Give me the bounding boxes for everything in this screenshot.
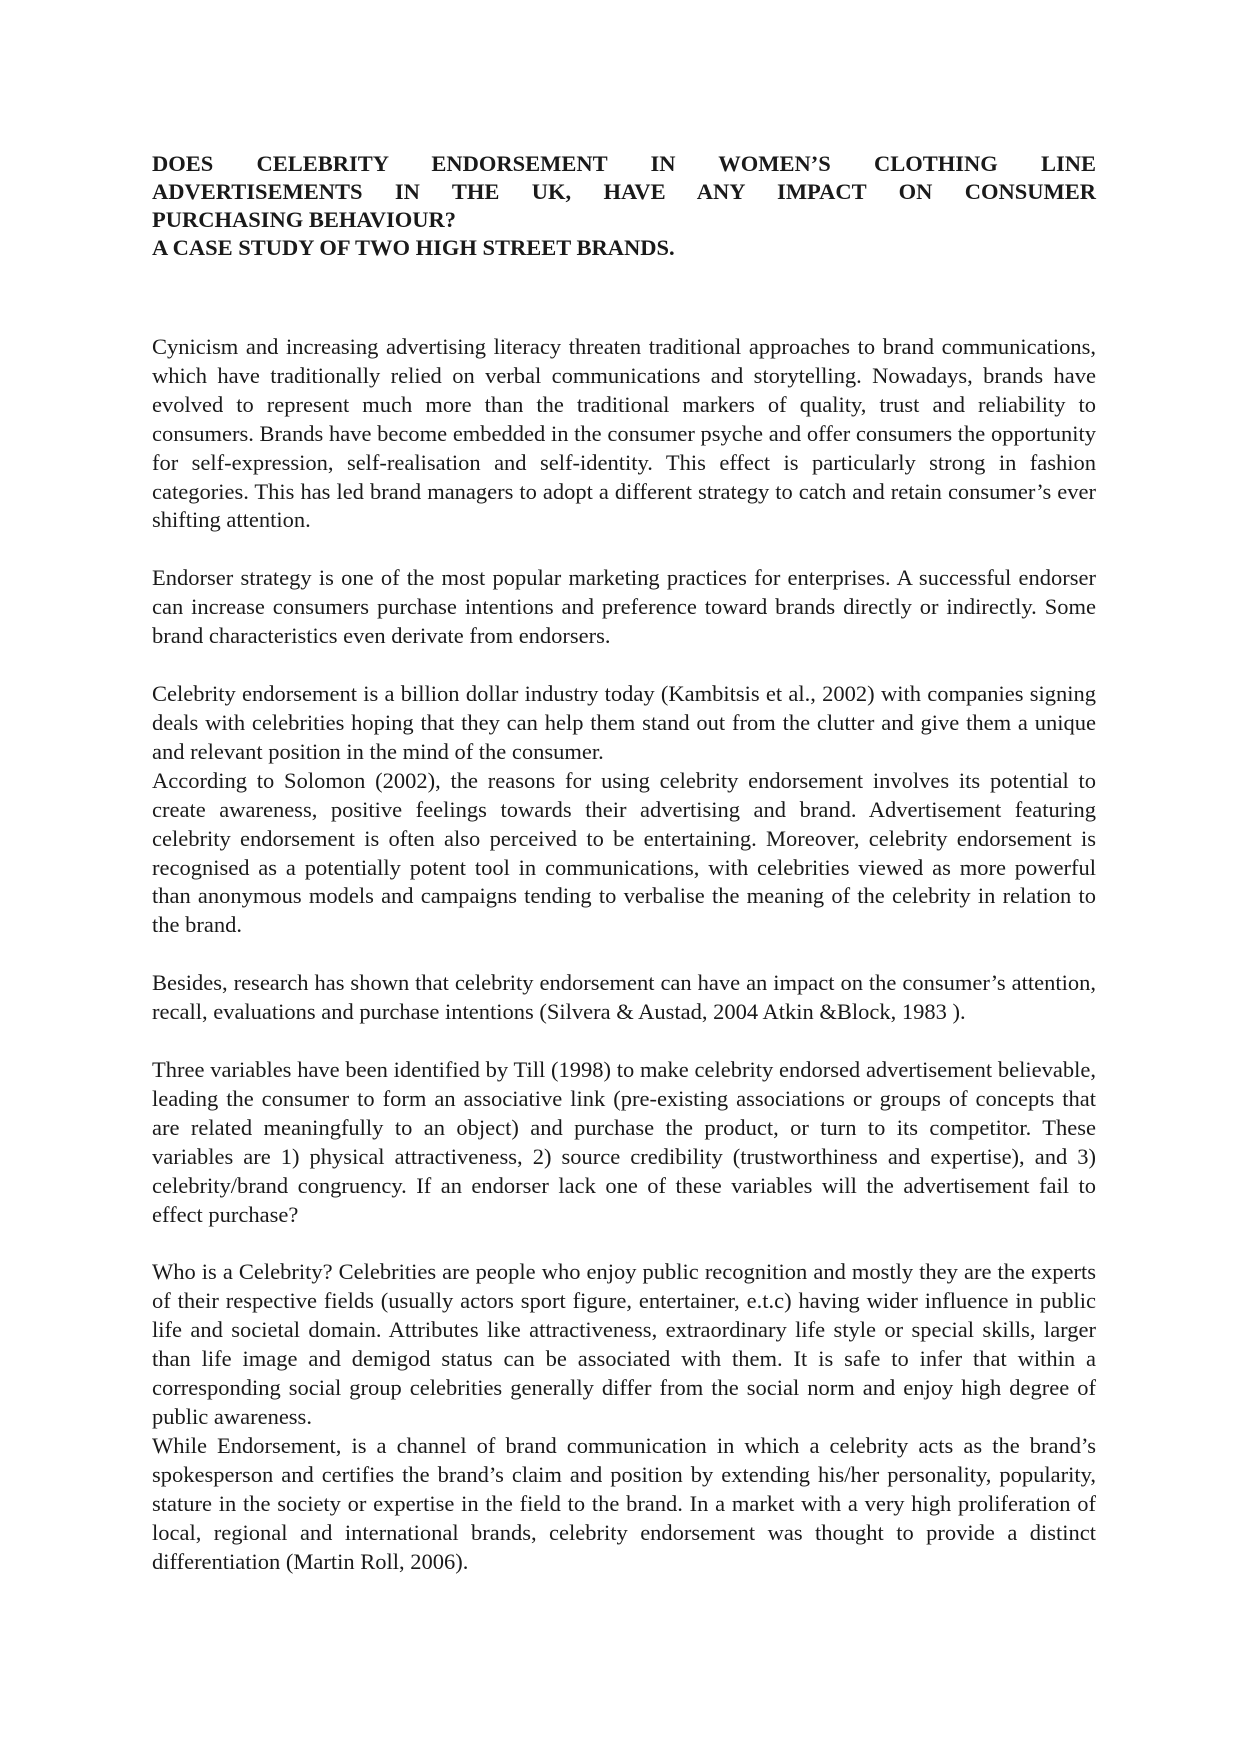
title-line-1: DOES CELEBRITY ENDORSEMENT IN WOMEN’S CLOTHING LINE bbox=[152, 151, 1096, 176]
paragraph-brand-communications: Cynicism and increasing advertising literacy threaten traditional approaches to brand communications, which have traditionally relied on verbal communications and storytelling. Nowadays, brands have evolved to represent much more than the traditional markers of quality, trust and reliability to consumers. Brands have become embedded in the consumer psyche and offer consumers the opportunity for self-expression, self-realisation and self-identity. This effect is particularly strong in fashion categories. This has led brand managers to adopt a different strategy to catch and retain consumer’s ever shifting attention. bbox=[152, 334, 1096, 533]
paragraph-celebrity-industry: Celebrity endorsement is a billion dollar industry today (Kambitsis et al., 2002) with companies signing deals with celebrities hoping that they can help them stand out from the clutter and give them a unique and relevant position in the mind of the consumer. bbox=[152, 681, 1096, 764]
document-page bbox=[152, 150, 1096, 1576]
paragraph-three-variables: Three variables have been identified by Till (1998) to make celebrity endorsed advertisement believable, leading the consumer to form an associative link (pre-existing associations or groups of concepts that are related meaningfully to an object) and purchase the product, or turn to its competitor. These variables are 1) physical attractiveness, 2) source credibility (trustworthiness and expertise), and 3) celebrity/brand congruency. If an endorser lack one of these variables will the advertisement fail to effect purchase? bbox=[152, 1057, 1096, 1227]
document-body bbox=[152, 333, 1096, 1576]
title-line-2: ADVERTISEMENTS IN THE UK, HAVE ANY IMPACT ON CONSUMER bbox=[152, 179, 1096, 204]
paragraph-who-is-celebrity: Who is a Celebrity? Celebrities are people who enjoy public recognition and mostly they are the experts of their respective fields (usually actors sport figure, entertainer, e.t.c) having wider influence in public life and societal domain. Attributes like attractiveness, extraordinary life style or special skills, larger than life image and demigod status can be associated with them. It is safe to infer that within a corresponding social group celebrities generally differ from the social norm and enjoy high degree of public awareness. bbox=[152, 1259, 1096, 1429]
title-line-3: PURCHASING BEHAVIOUR? bbox=[152, 207, 457, 232]
paragraph-endorser-strategy: Endorser strategy is one of the most popular marketing practices for enterprises. A successful endorser can increase consumers purchase intentions and preference toward brands directly or indirectly. Some brand characteristics even derivate from endorsers. bbox=[152, 565, 1096, 649]
paragraph-endorsement-definition: While Endorsement, is a channel of brand communication in which a celebrity acts as the brand’s spokesperson and certifies the brand’s claim and position by extending his/her personality, popularity, stature in the society or expertise in the field to the brand. In a market with a very high proliferation of local, regional and international brands, celebrity endorsement was thought to provide a distinct differentiation (Martin Roll, 2006). bbox=[152, 1432, 1096, 1574]
paragraph-research-impact: Besides, research has shown that celebrity endorsement can have an impact on the consumer’s attention, recall, evaluations and purchase intentions (Silvera & Austad, 2004 Atkin &Block, 1983 ). bbox=[152, 970, 1096, 1025]
document-title bbox=[152, 150, 1096, 262]
paragraph-solomon: According to Solomon (2002), the reasons for using celebrity endorsement involves its potential to create awareness, positive feelings towards their advertising and brand. Advertisement featuring celebrity endorsement is often also perceived to be entertaining. Moreover, celebrity endorsement is recognised as a potentially potent tool in communications, with celebrities viewed as more powerful than anonymous models and campaigns tending to verbalise the meaning of the celebrity in relation to the brand. bbox=[152, 767, 1096, 938]
title-line-4: A CASE STUDY OF TWO HIGH STREET BRANDS. bbox=[152, 235, 675, 260]
